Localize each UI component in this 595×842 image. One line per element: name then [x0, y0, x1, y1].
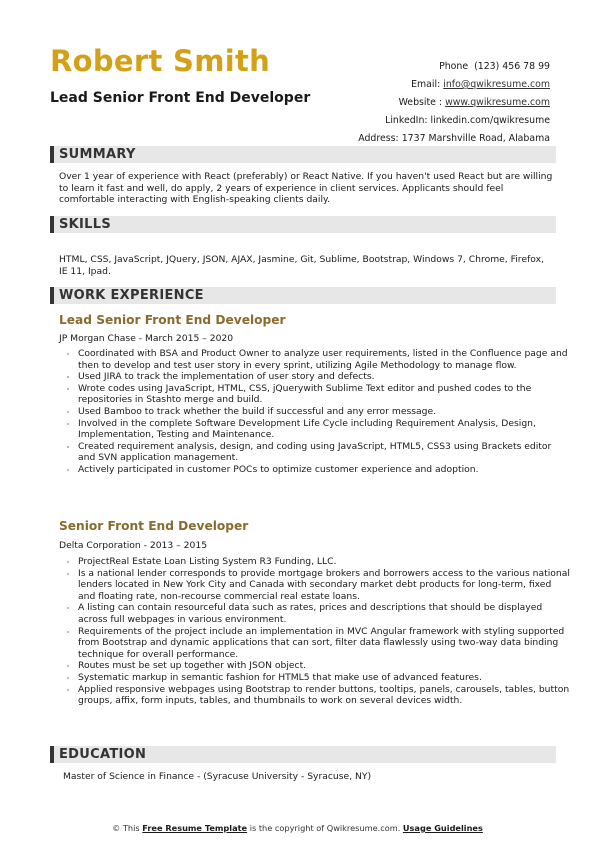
work-heading-label: WORK EXPERIENCE: [59, 288, 204, 303]
phone-value: (123) 456 78 99: [474, 61, 550, 72]
list-item: • Is a national lender corresponds to provide mortgage brokers and borrowers access to the various national lenders located in New York City and Canada with secondary market debt products for long-term, fixed and floating rate, non-recourse commercial real estate loans.: [78, 568, 570, 603]
contact-website: [358, 94, 550, 112]
skills-text: HTML, CSS, JavaScript, JQuery, JSON, AJAX, Jasmine, Git, Sublime, Bootstrap, Windows 7, Chrome, Firefox, IE 11, Ipad.: [59, 254, 544, 277]
summary-heading-label: SUMMARY: [59, 147, 136, 162]
phone-label: Phone: [439, 61, 469, 72]
list-item: • Coordinated with BSA and Product Owner to analyze user requirements, listed in the Confluence page and then to develop and test user story in every sprint, utilizing Agile Methodology to manage flow.: [78, 348, 570, 371]
skills-heading: [50, 216, 556, 233]
job-bullets: [62, 348, 570, 476]
job-company: JP Morgan Chase - March 2015 – 2020: [59, 333, 234, 344]
list-item: • Used Bamboo to track whether the build if successful and any error message.: [78, 406, 570, 418]
address-label: Address:: [358, 133, 399, 144]
skills-heading-label: SKILLS: [59, 217, 112, 232]
email-label: Email:: [411, 79, 441, 90]
work-heading: [50, 287, 556, 304]
list-item: • Wrote codes using JavaScript, HTML, CSS, jQuerywith Sublime Text editor and pushed codes to the repositories in Stashto merge and build.: [78, 383, 570, 406]
list-item: • Requirements of the project include an implementation in MVC Angular framework with styling supported from Bootstrap and dynamic applications that can sort, filter data flawlessly using two-way data binding technique for overall performance.: [78, 626, 570, 661]
summary-text: Over 1 year of experience with React (preferably) or React Native. If you haven't used React but are willing to learn it fast and well, do apply, 2 years of experience in client services. Applicants should feel comfortable interacting with English-speaking clients daily.: [59, 171, 553, 206]
footer-prefix: © This: [112, 823, 140, 833]
contact-phone: [358, 58, 550, 76]
website-label: Website :: [398, 97, 443, 108]
education-heading-label: EDUCATION: [59, 747, 147, 762]
job-company: Delta Corporation - 2013 – 2015: [59, 540, 208, 551]
linkedin-label: LinkedIn:: [385, 115, 428, 126]
list-item: • Used JIRA to track the implementation of user story and defects.: [78, 371, 570, 383]
free-template-link[interactable]: Free Resume Template: [142, 823, 248, 833]
list-item: • Involved in the complete Software Development Life Cycle including Requirement Analysis, Design, Implementation, Testing and Maintenance.: [78, 418, 570, 441]
contact-email: [358, 76, 550, 94]
list-item: • A listing can contain resourceful data such as rates, prices and descriptions that should be displayed across full webpages in various environment.: [78, 602, 570, 625]
website-link[interactable]: www.qwikresume.com: [445, 97, 550, 108]
list-item: • Actively participated in customer POCs to optimize customer experience and adoption.: [78, 464, 570, 476]
list-item: • ProjectReal Estate Loan Listing System R3 Funding, LLC.: [78, 556, 570, 568]
contact-linkedin: [358, 112, 550, 130]
footer-copyright: is the copyright of Qwikresume.com.: [249, 823, 401, 833]
list-item: • Routes must be set up together with JSON object.: [78, 660, 570, 672]
job-title: Senior Front End Developer: [59, 519, 249, 533]
usage-guidelines-link[interactable]: Usage Guidelines: [402, 823, 483, 833]
list-item: • Applied responsive webpages using Bootstrap to render buttons, tooltips, panels, carousels, tables, button groups, affix, form inputs, tables, and thumbnails to work on several devices width.: [78, 684, 570, 707]
linkedin-value: linkedin.com/qwikresume: [430, 115, 550, 126]
job-title: Lead Senior Front End Developer: [59, 313, 286, 327]
summary-heading: [50, 146, 556, 163]
footer: [0, 823, 595, 833]
education-text: Master of Science in Finance - (Syracuse University - Syracuse, NY): [63, 771, 372, 782]
list-item: • Created requirement analysis, design, and coding using JavaScript, HTML5, CSS3 using Brackets editor and SVN application management.: [78, 441, 570, 464]
candidate-name: Robert Smith: [50, 44, 271, 78]
address-value: 1737 Marshville Road, Alabama: [401, 133, 550, 144]
candidate-role: Lead Senior Front End Developer: [50, 90, 311, 106]
education-heading: [50, 746, 556, 763]
email-link[interactable]: info@qwikresume.com: [443, 79, 550, 90]
contact-block: [358, 58, 550, 148]
job-bullets: [62, 556, 570, 707]
list-item: • Systematic markup in semantic fashion for HTML5 that make use of advanced features.: [78, 672, 570, 684]
